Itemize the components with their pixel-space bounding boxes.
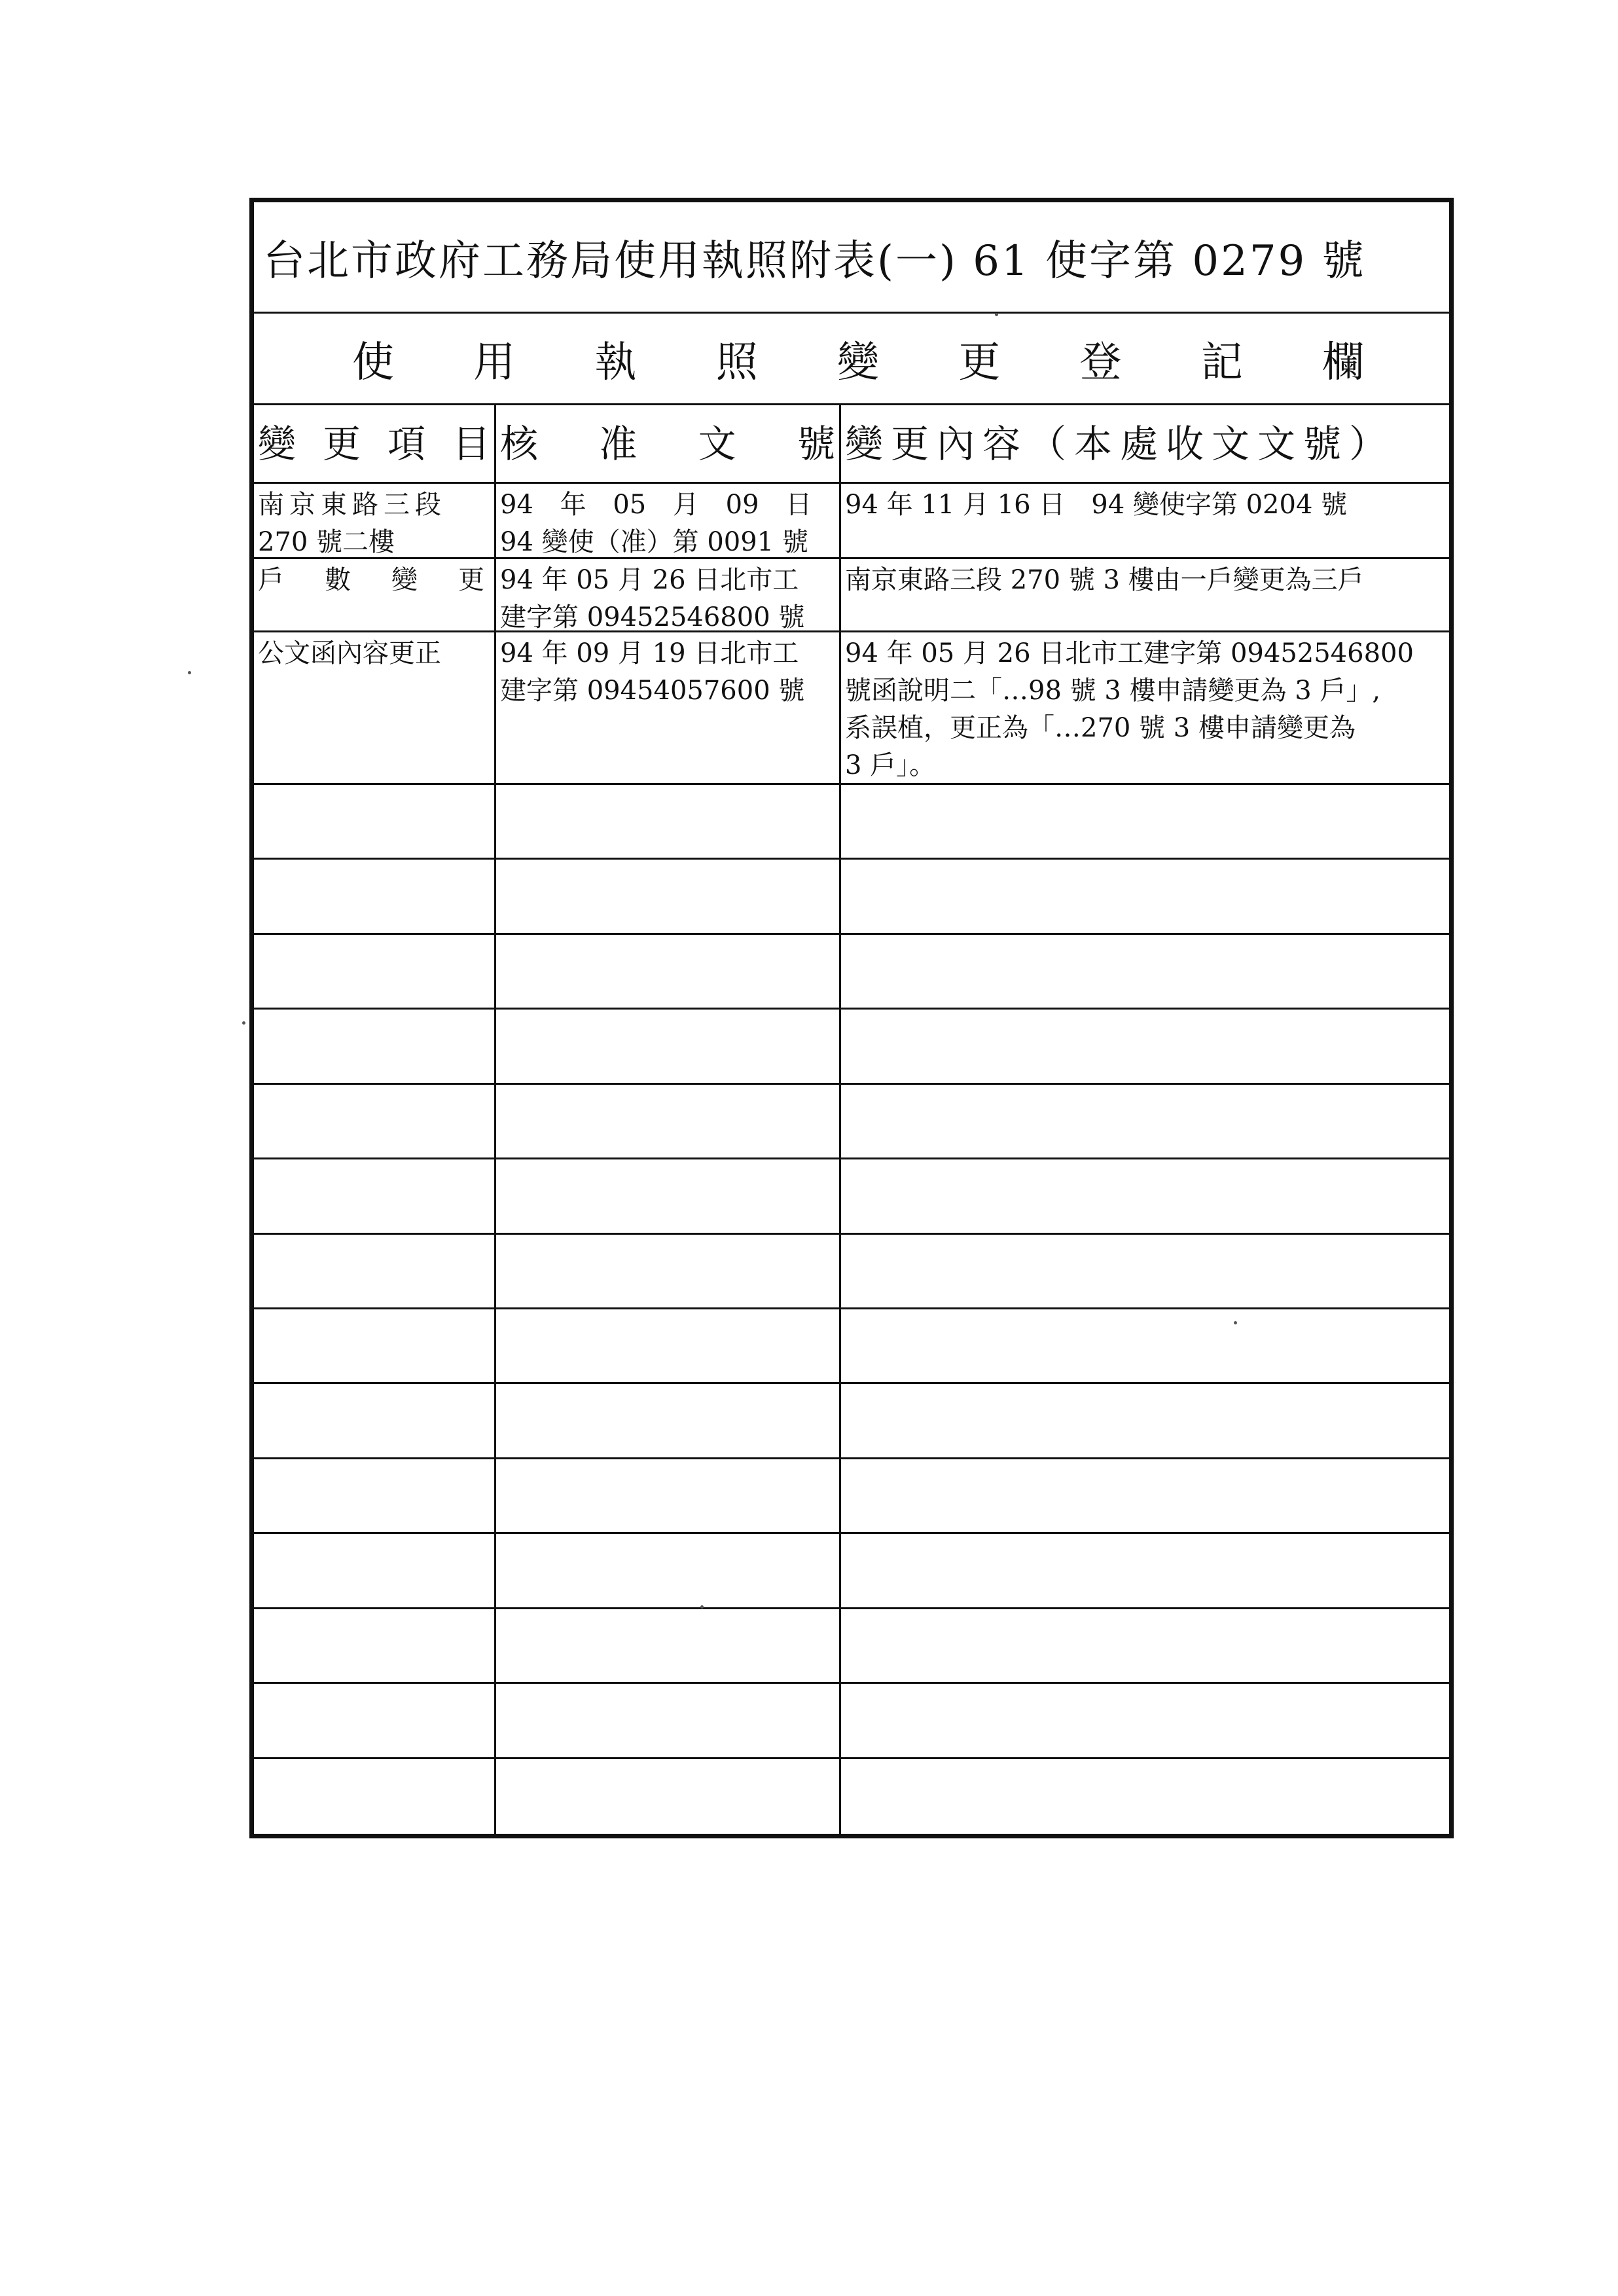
blank-row-item-cell (254, 860, 496, 934)
scan-speck (1234, 1321, 1237, 1324)
blank-row-approval-cell (496, 1159, 841, 1234)
blank-row-item-cell (254, 1609, 496, 1684)
row-item-cell (254, 632, 496, 785)
subtitle-char: 照 (715, 338, 758, 387)
subtitle-char: 欄 (1322, 338, 1364, 387)
blank-row-item-cell (254, 1235, 496, 1309)
cell-line: 94 年 05 月 26 日北市工建字第 09452546800 (845, 638, 1414, 668)
blank-row-approval-cell (496, 785, 841, 860)
blank-row-approval-cell (496, 1010, 841, 1084)
cell-line: 建字第 09454057600 號 (500, 676, 805, 706)
blank-row-content-cell (841, 1684, 1449, 1758)
cell-line: 94 年 09 月 19 日北市工 (500, 638, 799, 668)
subtitle-char: 變 (837, 338, 879, 387)
row-item-cell (254, 559, 525, 632)
row-approval-cell (496, 559, 841, 632)
blank-row-item-cell (254, 1459, 496, 1534)
header-char: 變 (258, 421, 297, 466)
blank-row-content-cell (841, 1085, 1449, 1159)
blank-row-approval-cell (496, 1235, 841, 1309)
cell-line: 94 年 05 月 09 日 (500, 490, 812, 520)
subtitle-char: 記 (1200, 338, 1243, 387)
blank-row-item-cell (254, 1085, 496, 1159)
cell-line: 南京東路三段 270 號 3 樓由一戶變更為三戶 (845, 565, 1364, 595)
blank-row-approval-cell (496, 1609, 841, 1684)
blank-row-content-cell (841, 1010, 1449, 1084)
change-record-table (254, 405, 1449, 1834)
blank-row-approval-cell (496, 1684, 841, 1758)
blank-row-content-cell (841, 1384, 1449, 1459)
cell-line: 系誤植，更正為「…270 號 3 樓申請變更為 (845, 713, 1356, 743)
blank-row-content-cell (841, 935, 1449, 1010)
header-char: 更 (322, 421, 361, 466)
blank-row-approval-cell (496, 1459, 841, 1534)
blank-row-item-cell (254, 1384, 496, 1459)
row-approval-cell (496, 632, 841, 785)
form-title: 台北市政府工務局使用執照附表(一) 61 使字第 0279 號 (254, 202, 1449, 314)
scan-speck (242, 1021, 245, 1025)
blank-row-content-cell (841, 785, 1449, 860)
header-char: 准 (599, 421, 638, 466)
cell-line: 公文函內容更正 (258, 638, 441, 668)
blank-row-approval-cell (496, 1085, 841, 1159)
row-approval-cell (496, 484, 841, 559)
cell-line: 3 戶」。 (845, 750, 936, 780)
subtitle-char: 更 (958, 338, 1001, 387)
blank-row-approval-cell (496, 1309, 841, 1384)
blank-row-content-cell (841, 1235, 1449, 1309)
blank-row-approval-cell (496, 1759, 841, 1834)
scan-speck (188, 671, 191, 674)
form-subtitle (254, 314, 1449, 405)
header-content-label: 變更內容（本處收文文號） (845, 421, 1395, 466)
blank-row-item-cell (254, 1759, 496, 1834)
subtitle-char: 用 (473, 338, 516, 387)
cell-line: 號函說明二「…98 號 3 樓申請變更為 3 戶」, (845, 676, 1381, 706)
blank-row-item-cell (254, 785, 496, 860)
header-change-content (841, 405, 1449, 484)
header-char: 號 (797, 421, 835, 466)
cell-line: 94 年 11 月 16 日 94 變使字第 0204 號 (845, 490, 1348, 520)
blank-row-item-cell (254, 1159, 496, 1234)
scan-speck (995, 313, 998, 316)
blank-row-content-cell (841, 1309, 1449, 1384)
header-change-item (254, 405, 496, 484)
blank-row-content-cell (841, 1534, 1449, 1609)
scan-speck (700, 1605, 704, 1609)
cell-line: 戶數變更 (258, 565, 525, 595)
blank-row-content-cell (841, 860, 1449, 934)
header-char: 文 (698, 421, 736, 466)
cell-line: 南京東路三段 (258, 490, 446, 520)
subtitle-char: 登 (1079, 338, 1122, 387)
row-content-cell (841, 559, 1449, 632)
blank-row-item-cell (254, 1684, 496, 1758)
blank-row-content-cell (841, 1459, 1449, 1534)
cell-line: 建字第 09452546800 號 (500, 602, 805, 632)
use-license-change-form (249, 198, 1454, 1838)
cell-line: 94 年 05 月 26 日北市工 (500, 565, 799, 595)
blank-row-content-cell (841, 1159, 1449, 1234)
subtitle-char: 使 (352, 338, 394, 387)
blank-row-approval-cell (496, 1384, 841, 1459)
blank-row-content-cell (841, 1759, 1449, 1834)
header-approval-number (496, 405, 841, 484)
blank-row-approval-cell (496, 935, 841, 1010)
row-content-cell (841, 632, 1449, 785)
header-char: 項 (387, 421, 425, 466)
blank-row-approval-cell (496, 860, 841, 934)
header-char: 目 (452, 421, 490, 466)
cell-line: 94 變使（准）第 0091 號 (500, 527, 808, 557)
row-item-cell (254, 484, 496, 559)
blank-row-item-cell (254, 1010, 496, 1084)
blank-row-item-cell (254, 935, 496, 1010)
blank-row-item-cell (254, 1534, 496, 1609)
blank-row-content-cell (841, 1609, 1449, 1684)
cell-line: 270 號二樓 (258, 527, 395, 557)
row-content-cell (841, 484, 1449, 559)
blank-row-item-cell (254, 1309, 496, 1384)
header-char: 核 (500, 421, 539, 466)
blank-row-approval-cell (496, 1534, 841, 1609)
subtitle-char: 執 (594, 338, 637, 387)
